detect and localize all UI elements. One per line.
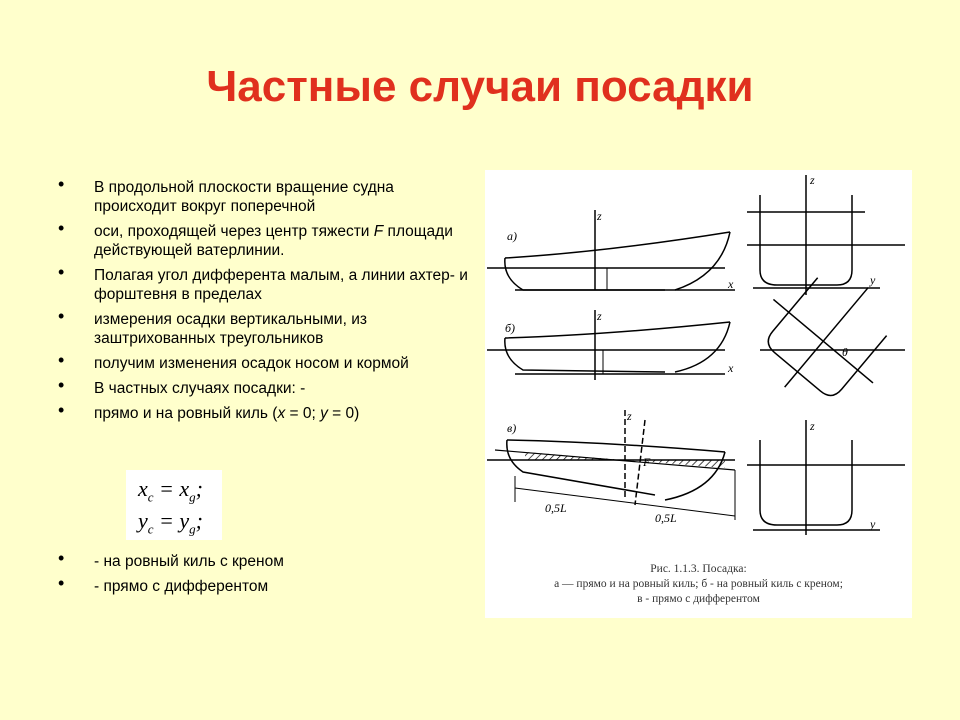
drawing-a-side-view (487, 210, 735, 290)
bullet-item: • - на ровный киль с креном (58, 548, 284, 570)
bullet-item: • прямо и на ровный киль (x = 0; y = 0) (58, 400, 360, 422)
label-theta: θ (842, 345, 848, 359)
formula-line-x: $x_c = x_g$; (138, 476, 203, 505)
drawing-a-cross-section (747, 175, 905, 295)
formula-box (126, 470, 222, 540)
bullet-dot: • (58, 573, 65, 593)
label-half-length: 0,5L (545, 501, 567, 515)
drawing-b-side-view (487, 310, 730, 380)
bullet-dot: • (58, 375, 65, 395)
bullet-item: • В частных случаях посадки: - (58, 375, 306, 397)
bullet-dot: • (58, 400, 65, 420)
bullet-item: • получим изменения осадок носом и кормой (58, 350, 409, 372)
label-half-length: 0,5L (655, 511, 677, 525)
bullet-dot: • (58, 548, 65, 568)
drawing-v-cross-section (747, 420, 905, 535)
bullet-dot: • (58, 350, 65, 370)
slide-title: Частные случаи посадки (206, 62, 754, 111)
bullet-list-after (58, 548, 478, 602)
bullet-item: • В продольной плоскости вращение судна происходит вокруг поперечной (58, 174, 394, 215)
drawing-v-side-view (487, 410, 735, 520)
label-y: y (870, 517, 876, 531)
bullet-dot: • (58, 174, 65, 194)
bullet-dot: • (58, 218, 65, 238)
bullet-item: • измерения осадки вертикальными, из заштрихованных треугольников (58, 306, 367, 347)
label-z: z (597, 309, 602, 323)
drawing-b-cross-section (735, 246, 912, 429)
label-z: z (627, 409, 632, 423)
label-v: в) (507, 421, 517, 435)
label-x: x (728, 277, 734, 291)
label-b: б) (505, 321, 516, 335)
formula-line-y: $y_c = y_g$; (138, 508, 203, 537)
bullet-item: • - прямо с дифферентом (58, 573, 269, 595)
ship-drawings (485, 170, 912, 560)
bullet-dot: • (58, 306, 65, 326)
label-y: y (870, 273, 876, 287)
label-z: z (810, 173, 815, 187)
bullet-item: • Полагая угол дифферента малым, а линии ахтер- и форштевня в пределах (58, 262, 468, 303)
figure-caption: Рис. 1.1.3. Посадка: а — прямо и на ровный киль; б - на ровный киль с креном; в - прямо с дифферентом (554, 563, 843, 605)
label-z: z (597, 209, 602, 223)
bullet-list (58, 174, 478, 429)
bullet-item: • оси, проходящей через центр тяжести F площади действующей ватерлинии. (58, 218, 453, 259)
label-F: F (643, 455, 651, 469)
label-a: а) (507, 229, 517, 243)
bullet-dot: • (58, 262, 65, 282)
label-z: z (810, 419, 815, 433)
label-x: x (728, 361, 734, 375)
ship-landing-figure (485, 170, 912, 618)
